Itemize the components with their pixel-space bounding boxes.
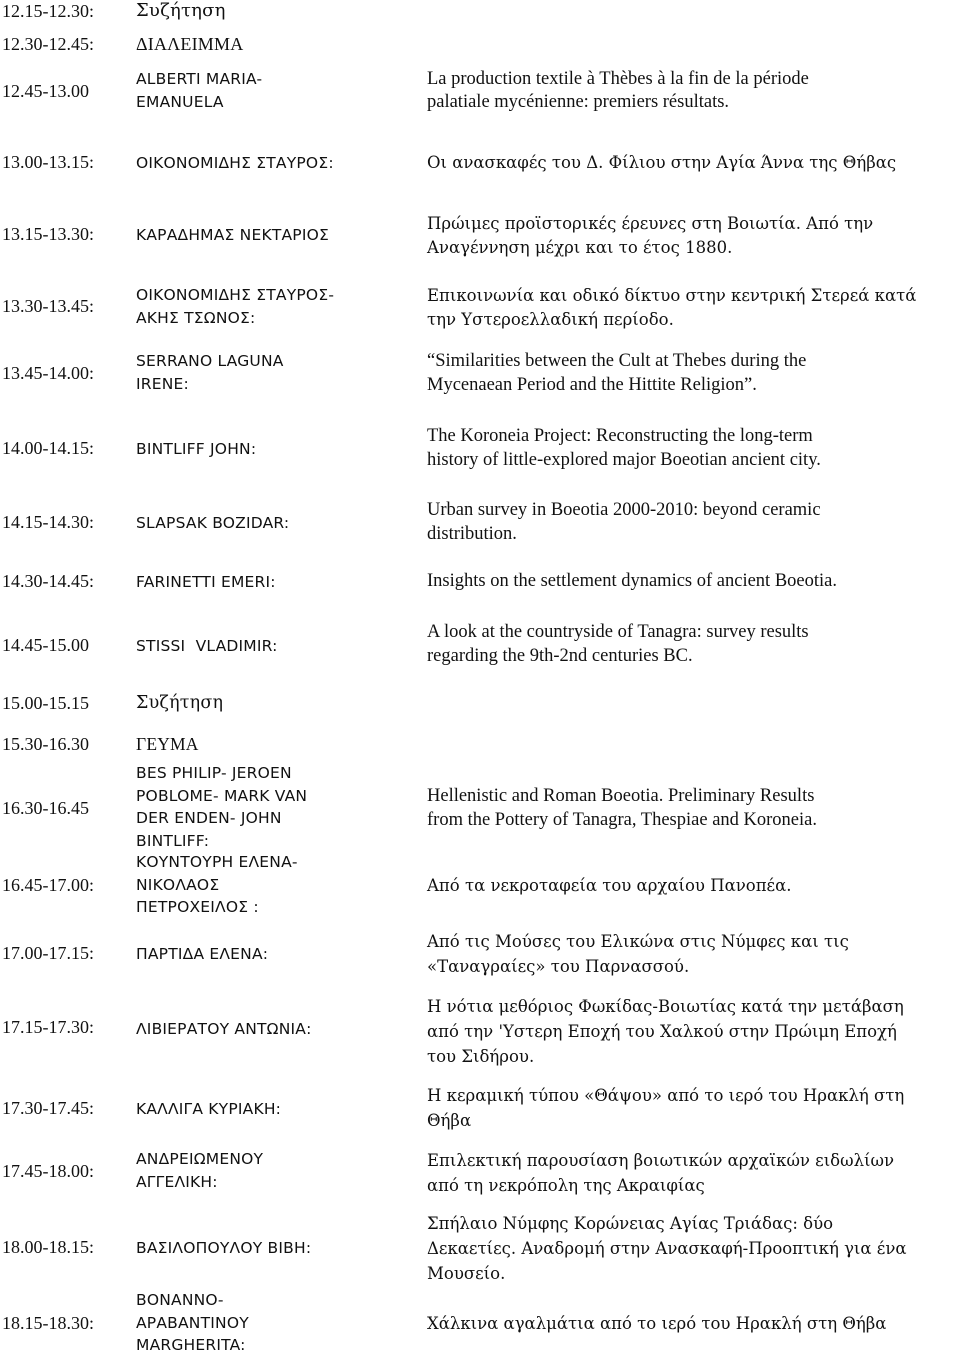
- session-speaker: ΟΙΚΟΝΟΜΙΔΗΣ ΣΤΑΥΡΟΣ- ΑΚΗΣ ΤΣΩΝΟΣ:: [136, 286, 335, 327]
- session-title: Από τα νεκροταφεία του αρχαίου Πανοπέα.: [427, 876, 792, 895]
- session-time: 12.30-12.45:: [2, 34, 94, 54]
- session-speaker: ΚΑΡΑΔΗΜΑΣ ΝΕΚΤΑΡΙΟΣ: [136, 226, 330, 244]
- session-title: Πρώιμες προϊστορικές έρευνες στη Βοιωτία. Από την Αναγέννηση μέχρι και το έτος 1880.: [427, 214, 874, 257]
- session-time: 13.45-14.00:: [2, 363, 94, 383]
- session-time: 14.45-15.00: [2, 635, 89, 655]
- session-title: Επιλεκτική παρουσίαση βοιωτικών αρχαϊκών ειδωλίων από τη νεκρόπολη της Ακραιφίας: [427, 1151, 894, 1195]
- session-time: 13.30-13.45:: [2, 296, 94, 316]
- session-title: Hellenistic and Roman Boeotia. Preliminary Results from the Pottery of Tanagra, Thespiae and Koroneia.: [427, 786, 817, 830]
- session-speaker: ΒΟΝΑΝΝΟ- ΑΡΑΒΑΝΤΙΝΟΥ MARGHERITA:: [136, 1291, 249, 1354]
- session-speaker: FARINETTI EMERI:: [136, 573, 276, 591]
- session-time: 12.15-12.30:: [2, 1, 94, 21]
- session-time: 18.15-18.30:: [2, 1313, 94, 1333]
- session-title: The Koroneia Project: Reconstructing the long-term history of little-explored major Boeotian ancient city.: [427, 426, 821, 470]
- session-speaker: ΑΝΔΡΕΙΩΜΕΝΟΥ ΑΓΓΕΛΙΚΗ:: [136, 1150, 264, 1191]
- session-time: 18.00-18.15:: [2, 1237, 94, 1257]
- session-time: 16.45-17.00:: [2, 875, 94, 895]
- session-title: Insights on the settlement dynamics of ancient Boeotia.: [427, 571, 837, 591]
- session-time: 12.45-13.00: [2, 81, 89, 101]
- session-title: Η κεραμική τύπου «Θάψου» από το ιερό του Ηρακλή στη Θήβα: [427, 1086, 905, 1130]
- session-speaker: ΒΑΣΙΛΟΠΟΥΛΟΥ ΒΙΒΗ:: [136, 1239, 312, 1257]
- session-time: 14.30-14.45:: [2, 571, 94, 591]
- session-speaker: ALBERTI MARIA- EMANUELA: [136, 70, 263, 111]
- session-speaker: SERRANO LAGUNA IRENE:: [136, 352, 284, 393]
- session-title: Οι ανασκαφές του Δ. Φίλιου στην Αγία Άννα της Θήβας: [427, 153, 897, 172]
- session-title: Σπήλαιο Νύμφης Κορώνειας Αγίας Τριάδας: δύο Δεκαετίες. Αναδρομή στην Ανασκαφή-Προοπτική για ένα Μουσείο.: [427, 1214, 907, 1283]
- session-title: Η νότια μεθόριος Φωκίδας-Βοιωτίας κατά την μετάβαση από την 'Υστερη Εποχή του Χαλκού στην Πρώιμη Εποχή του Σιδήρου.: [427, 997, 904, 1066]
- session-time: 14.15-14.30:: [2, 512, 94, 532]
- session-time: 14.00-14.15:: [2, 438, 94, 458]
- session-speaker: ΚΑΛΛΙΓΑ ΚΥΡΙΑΚΗ:: [136, 1100, 282, 1118]
- session-speaker: ΛΙΒΙΕΡΑΤΟΥ ΑΝΤΩΝΙΑ:: [136, 1020, 312, 1038]
- session-title: La production textile à Thèbes à la fin de la période palatiale mycénienne: premiers résultats.: [427, 69, 809, 112]
- session-title: Από τις Μούσες του Ελικώνα στις Νύμφες και τις «Ταναγραίες» του Παρνασσού.: [427, 932, 849, 976]
- session-time: 17.30-17.45:: [2, 1098, 94, 1118]
- session-time: 15.00-15.15: [2, 693, 89, 713]
- session-time: 17.15-17.30:: [2, 1017, 94, 1037]
- session-time: 16.30-16.45: [2, 798, 89, 818]
- session-speaker: ΚΟΥΝΤΟΥΡΗ ΕΛΕΝΑ- ΝΙΚΟΛΑΟΣ ΠΕΤΡΟΧΕΙΛΟΣ :: [136, 853, 298, 916]
- session-speaker: BINTLIFF JOHN:: [136, 440, 257, 458]
- session-time: 13.00-13.15:: [2, 152, 94, 172]
- session-speaker: SLAPSAK BOZIDAR:: [136, 514, 290, 532]
- session-title: A look at the countryside of Tanagra: survey results regarding the 9th-2nd centuries BC.: [427, 622, 809, 666]
- session-speaker: ΠΑΡΤΙΔΑ ΕΛΕΝΑ:: [136, 945, 269, 963]
- session-time: 17.45-18.00:: [2, 1161, 94, 1181]
- session-speaker: ΟΙΚΟΝΟΜΙΔΗΣ ΣΤΑΥΡΟΣ:: [136, 154, 334, 172]
- session-title: Χάλκινα αγαλμάτια από το ιερό του Ηρακλή στη Θήβα: [427, 1314, 887, 1333]
- session-time: 15.30-16.30: [2, 734, 89, 754]
- session-title: “Similarities between the Cult at Thebes during the Mycenaean Period and the Hittite Religion”.: [427, 351, 807, 395]
- session-speaker: ΔΙΑΛΕΙΜΜΑ: [136, 34, 244, 54]
- session-time: 17.00-17.15:: [2, 943, 94, 963]
- session-speaker: STISSI VLADIMIR:: [136, 637, 278, 655]
- session-title: Επικοινωνία και οδικό δίκτυο στην κεντρική Στερεά κατά την Υστεροελλαδική περίοδο.: [427, 286, 917, 329]
- session-time: 13.15-13.30:: [2, 224, 94, 244]
- session-speaker: Συζήτηση: [136, 693, 224, 713]
- session-speaker: BES PHILIP- JEROEN POBLOME- MARK VAN DER ENDEN- JOHN BINTLIFF:: [136, 764, 308, 850]
- session-title: Urban survey in Boeotia 2000-2010: beyond ceramic distribution.: [427, 500, 821, 544]
- session-speaker: ΓΕΥΜΑ: [136, 734, 199, 754]
- session-speaker: Συζήτηση: [136, 0, 226, 21]
